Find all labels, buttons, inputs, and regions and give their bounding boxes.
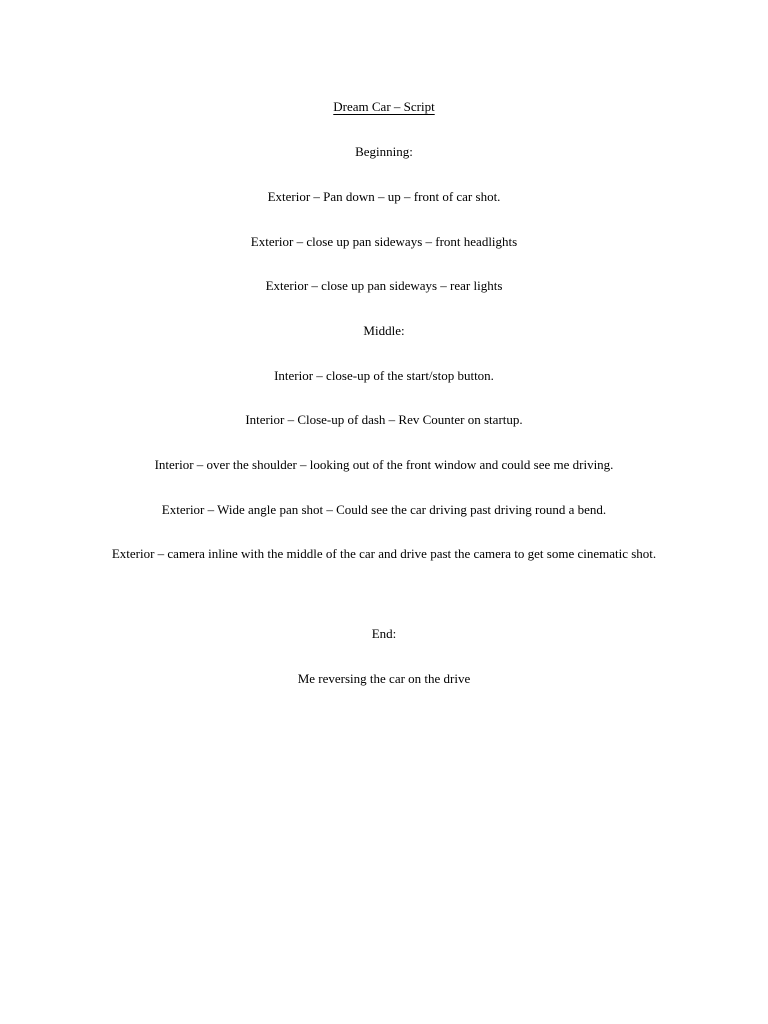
script-line-middle-1: Interior – close-up of the start/stop button. (274, 368, 494, 383)
script-line-end-1: Me reversing the car on the drive (297, 671, 471, 686)
script-line-middle-2: Interior – Close-up of dash – Rev Counter on startup. (245, 412, 523, 427)
beginning-heading: Beginning: (355, 144, 413, 159)
script-line-beginning-1: Exterior – Pan down – up – front of car shot. (267, 189, 501, 204)
script-line-beginning-2: Exterior – close up pan sideways – front headlights (250, 234, 518, 249)
script-line-middle-5: Exterior – camera inline with the middle of the car and drive past the camera to get some cinematic shot. (111, 546, 657, 561)
middle-heading: Middle: (363, 323, 405, 338)
end-heading: End: (371, 626, 397, 641)
script-line-beginning-3: Exterior – close up pan sideways – rear lights (265, 278, 503, 293)
script-line-middle-3: Interior – over the shoulder – looking out of the front window and could see me driving. (154, 457, 614, 472)
document-title: Dream Car – Script (333, 99, 435, 114)
script-line-middle-4: Exterior – Wide angle pan shot – Could see the car driving past driving round a bend. (161, 502, 607, 517)
